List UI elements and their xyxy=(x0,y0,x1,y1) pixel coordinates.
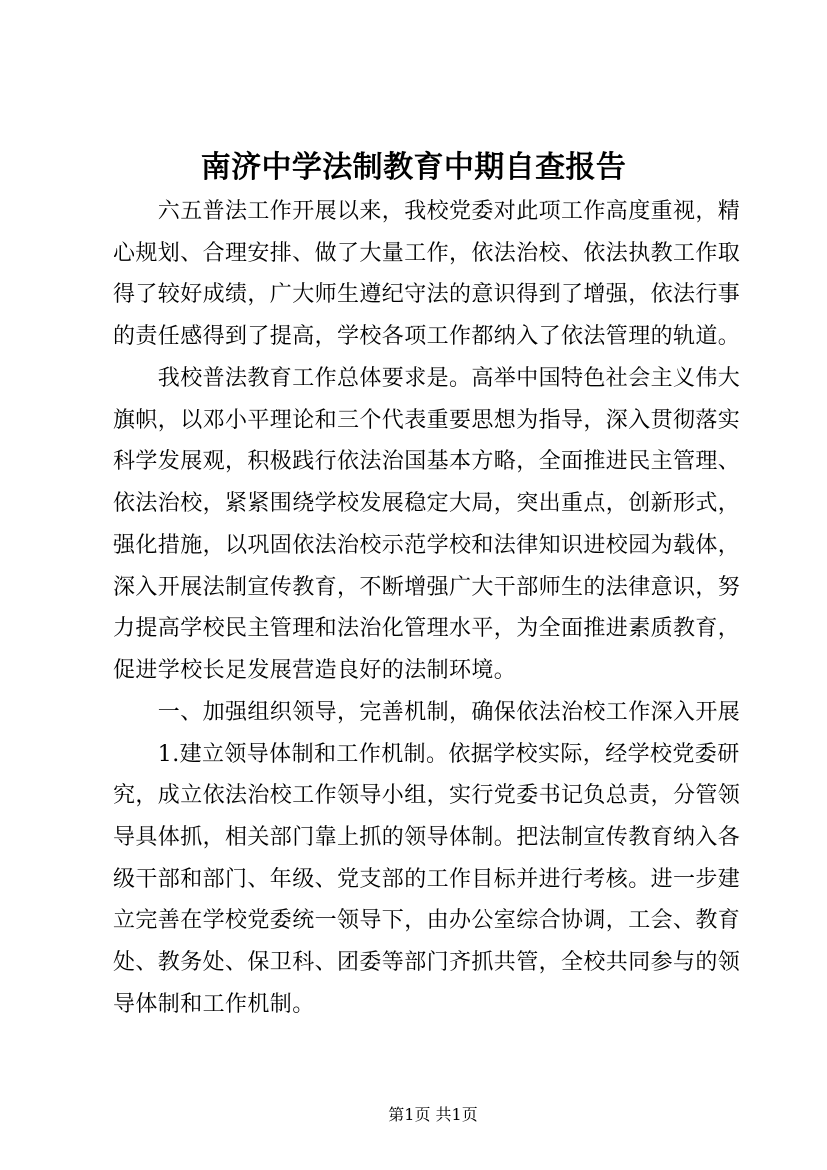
text-line: 立完善在学校党委统一领导下，由办公室综合协调，工会、教育 xyxy=(113,908,741,934)
section-heading xyxy=(113,692,753,734)
page-footer: 第1页 共1页 xyxy=(388,1105,478,1124)
text-line: 得了较好成绩，广大师生遵纪守法的意识得到了增强，依法行事 xyxy=(113,282,741,308)
text-line: 六五普法工作开展以来，我校党委对此项工作高度重视，精 xyxy=(157,199,741,224)
text-line: 导体制和工作机制。 xyxy=(113,991,315,1017)
text-line: 1.建立领导体制和工作机制。依据学校实际，经学校党委研 xyxy=(157,741,740,767)
text-line: 一、加强组织领导，完善机制，确保依法治校工作深入开展 xyxy=(157,699,741,725)
paragraph-leadership xyxy=(113,734,753,1026)
text-line: 促进学校长足发展营造良好的法制环境。 xyxy=(113,658,517,684)
text-line: 我校普法教育工作总体要求是。高举中国特色社会主义伟大 xyxy=(157,365,741,391)
text-line: 心规划、合理安排、做了大量工作，依法治校、依法执教工作取 xyxy=(113,240,741,266)
text-line: 力提高学校民主管理和法治化管理水平，为全面推进素质教育， xyxy=(113,616,741,642)
text-line: 的责任感得到了提高，学校各项工作都纳入了依法管理的轨道。 xyxy=(113,324,741,350)
text-line: 究，成立依法治校工作领导小组，实行党委书记负总责，分管领 xyxy=(113,783,741,809)
document-body xyxy=(113,191,753,1026)
text-line: 科学发展观，积极践行依法治国基本方略，全面推进民主管理、 xyxy=(113,449,741,475)
paragraph-requirements xyxy=(113,358,753,692)
text-line: 级干部和部门、年级、党支部的工作目标并进行考核。进一步建 xyxy=(113,866,741,892)
document-title: 南济中学法制教育中期自查报告 xyxy=(200,150,627,185)
text-line: 旗帜，以邓小平理论和三个代表重要思想为指导，深入贯彻落实 xyxy=(113,407,741,433)
text-line: 依法治校，紧紧围绕学校发展稳定大局，突出重点，创新形式， xyxy=(113,491,741,517)
text-line: 深入开展法制宣传教育，不断增强广大干部师生的法律意识，努 xyxy=(113,574,741,600)
paragraph-intro xyxy=(113,191,753,358)
text-line: 导具体抓，相关部门靠上抓的领导体制。把法制宣传教育纳入各 xyxy=(113,825,741,851)
text-line: 强化措施，以巩固依法治校示范学校和法律知识进校园为载体， xyxy=(113,532,741,558)
text-line: 处、教务处、保卫科、团委等部门齐抓共管，全校共同参与的领 xyxy=(113,950,741,976)
